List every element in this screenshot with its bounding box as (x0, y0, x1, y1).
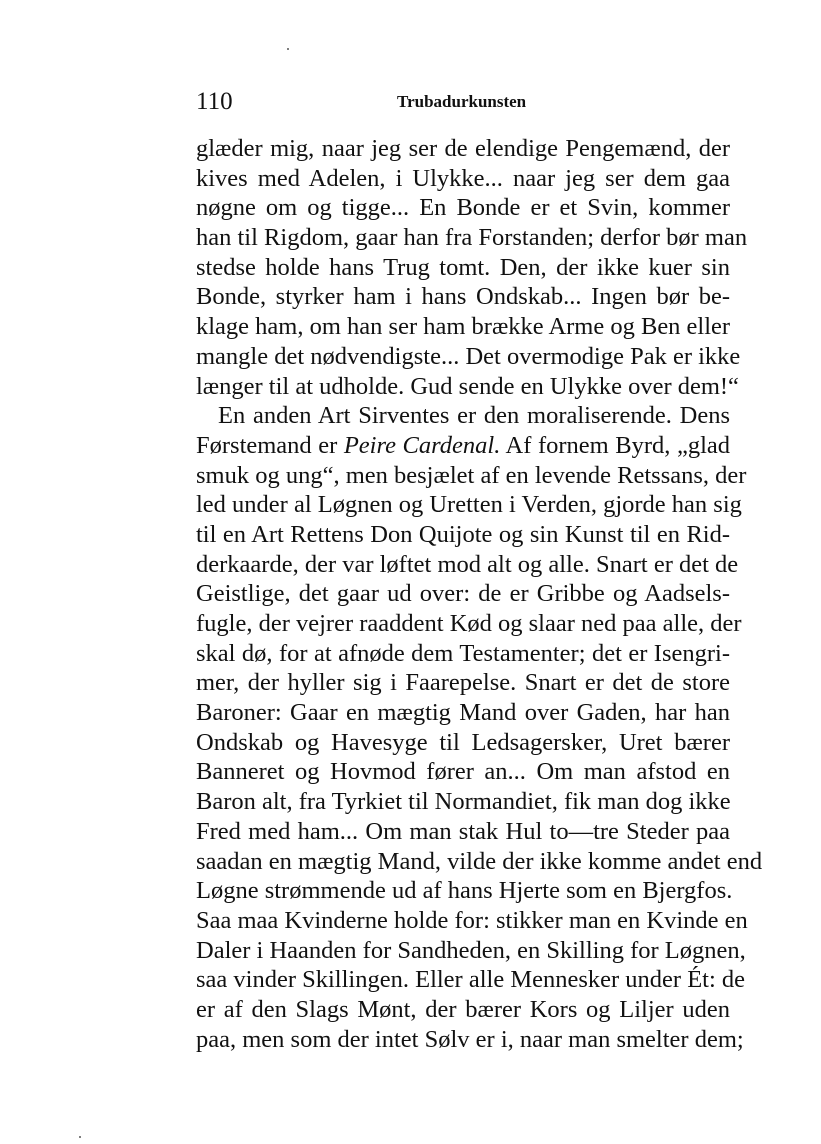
text-line: saadan en mægtig Mand, vilde der ikke komme andet end (196, 847, 763, 875)
text-line: Ondskab og Havesyge til Ledsagersker, Uret bærer (196, 728, 730, 756)
text-line: nøgne om og tigge... En Bonde er et Svin, kommer (196, 194, 730, 222)
text-line: Baroner: Gaar en mægtig Mand over Gaden, har han (196, 699, 730, 727)
text-line: saa vinder Skillingen. Eller alle Mennesker under Ét: de (196, 966, 746, 994)
text-line: til en Art Rettens Don Quijote og sin Kunst til en Rid- (196, 520, 730, 548)
text-line: kives med Adelen, i Ulykke... naar jeg ser dem gaa (196, 164, 730, 192)
text-line: glæder mig, naar jeg ser de elendige Pengemænd, der (196, 135, 730, 162)
text-line: klage ham, om han ser ham brække Arme og Ben eller (196, 313, 731, 341)
text-line: længer til at udholde. Gud sende en Ulykke over dem!“ (196, 372, 739, 400)
text-line: derkaarde, der var løftet mod alt og alle. Snart er det de (196, 550, 739, 578)
text-line: han til Rigdom, gaar han fra Forstanden; derfor bør man (196, 224, 748, 252)
text-line: paa, men som der intet Sølv er i, naar man smelter dem; (196, 1025, 744, 1053)
text-line: led under al Løgnen og Uretten i Verden, gjorde han sig (196, 491, 742, 519)
text-line: smuk og ung“, men besjælet af en levende Retssans, der (196, 461, 747, 489)
text-line: Saa maa Kvinderne holde for: stikker man en Kvinde en (196, 906, 748, 934)
text-line: skal dø, for at afnøde dem Testamenter; det er Isengri- (196, 639, 730, 667)
text-line: fugle, der vejrer raaddent Kød og slaar ned paa alle, der (196, 610, 742, 637)
text-line: er af den Slags Mønt, der bærer Kors og Liljer uden (196, 995, 730, 1023)
page-number: 110 (196, 88, 233, 115)
text-line: Baron alt, fra Tyrkiet til Normandiet, fik man dog ikke (196, 788, 731, 816)
person-name: Peire Cardenal. (343, 431, 501, 459)
text-line: Banneret og Hovmod fører an... Om man afstod en (196, 758, 730, 786)
text-line: mer, der hyller sig i Faarepelse. Snart er det de store (196, 669, 730, 697)
text-line: Fred med ham... Om man stak Hul to—tre Steder paa (196, 817, 730, 845)
paper-speck (79, 1136, 81, 1138)
text-line (196, 431, 730, 461)
paper-speck (287, 48, 289, 50)
text-segment: Førstemand er (196, 431, 344, 459)
running-title: Trubadurkunsten (397, 92, 527, 111)
text-line: stedse holde hans Trug tomt. Den, der ikke kuer sin (196, 253, 730, 281)
body-text (196, 134, 763, 1054)
text-line: Bonde, styrker ham i hans Ondskab... Ingen bør be- (196, 283, 730, 311)
text-line: Daler i Haanden for Sandheden, en Skilling for Løgnen, (196, 936, 746, 964)
text-line: En anden Art Sirventes er den moraliserende. Dens (218, 402, 730, 430)
text-line: Løgne strømmende ud af hans Hjerte som en Bjergfos. (196, 877, 733, 905)
text-line: mangle det nødvendigste... Det overmodige Pak er ikke (196, 342, 741, 370)
text-line: Geistlige, det gaar ud over: de er Gribbe og Aadsels- (196, 580, 730, 608)
text-segment: Af fornem Byrd, „glad (500, 431, 730, 459)
